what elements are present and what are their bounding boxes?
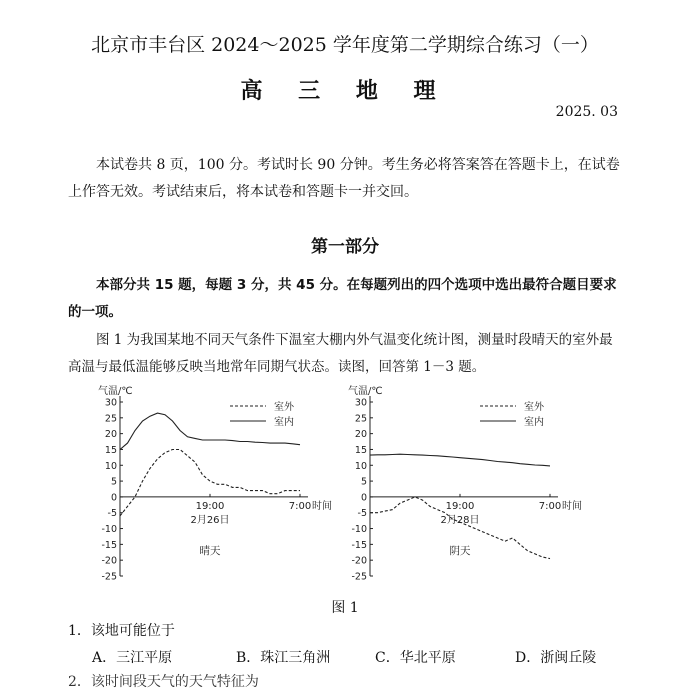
y-tick-label: 10: [104, 460, 117, 472]
legend-label: 室内: [524, 417, 544, 428]
y-tick-label: -15: [351, 539, 367, 551]
y-tick-label: 30: [104, 397, 117, 409]
y-tick-label: -20: [101, 555, 117, 567]
figure-1: [90, 384, 610, 594]
y-tick-label: -5: [107, 508, 117, 520]
x-axis-label: 时间: [312, 500, 332, 512]
question-2-stem-partial: 2．该时间段天气的天气特征为: [68, 674, 259, 690]
x-axis-label: 时间: [562, 500, 582, 512]
y-tick-label: -10: [101, 524, 117, 536]
y-tick-label: 0: [110, 492, 117, 504]
x-tick-label: 19:00: [195, 500, 225, 512]
y-tick-label: 10: [354, 460, 367, 472]
exam-intro: 本试卷共 8 页，100 分。考试时长 90 分钟。考生务必将答案答在答题卡上，在试卷上作答无效。考试结束后，将本试卷和答题卡一并交回。: [68, 157, 620, 200]
y-axis-label: 气温/℃: [348, 386, 383, 397]
question-1-stem: 1．该地可能位于: [68, 623, 175, 639]
question-1-option-a[interactable]: A．三江平原: [92, 650, 173, 666]
y-tick-label: -5: [357, 508, 367, 520]
y-tick-label: -20: [351, 555, 367, 567]
weather-label: 阴天: [449, 544, 471, 557]
y-tick-label: 25: [104, 413, 117, 425]
y-tick-label: 20: [354, 429, 367, 441]
legend-label: 室外: [524, 402, 544, 413]
question-1-option-c[interactable]: C．华北平原: [375, 650, 456, 666]
weather-label: 晴天: [199, 544, 221, 557]
date-label: 2月26日: [190, 514, 230, 526]
figure-caption: 图 1: [331, 600, 359, 616]
part-title: 第一部分: [311, 237, 379, 257]
legend-label: 室外: [274, 402, 294, 413]
y-tick-label: 15: [354, 444, 367, 456]
y-tick-label: 5: [360, 476, 367, 488]
y-tick-label: 0: [360, 492, 367, 504]
chart-2: [348, 385, 582, 583]
chart-1: [98, 385, 332, 583]
subject-title: 高 三 地 理: [240, 79, 450, 104]
y-tick-label: 25: [354, 413, 367, 425]
y-tick-label: -10: [351, 524, 367, 536]
question-1-option-d[interactable]: D．浙闽丘陵: [515, 650, 597, 666]
y-tick-label: 15: [104, 444, 117, 456]
y-tick-label: -25: [101, 571, 117, 583]
legend-label: 室内: [274, 417, 294, 428]
figure-intro: 图 1 为我国某地不同天气条件下温室大棚内外气温变化统计图，测量时段晴天的室外最高温与最低温能够反映当地常年同期气状态。读图，回答第 1－3 题。: [68, 332, 613, 375]
date-label: 2月28日: [440, 514, 480, 526]
exam-title: 北京市丰台区 2024～2025 学年度第二学期综合练习（一）: [91, 34, 599, 56]
x-tick-label: 19:00: [445, 500, 475, 512]
x-tick-label: 7:00: [538, 500, 562, 512]
exam-date: 2025. 03: [555, 104, 618, 120]
part-instructions: 本部分共 15 题，每题 3 分，共 45 分。在每题列出的四个选项中选出最符合题目要求的一项。: [68, 277, 617, 320]
x-tick-label: 7:00: [288, 500, 312, 512]
y-tick-label: 30: [354, 397, 367, 409]
series-line-室内: [120, 413, 300, 449]
y-tick-label: -15: [101, 539, 117, 551]
y-tick-label: 20: [104, 429, 117, 441]
y-tick-label: -25: [351, 571, 367, 583]
question-1-option-b[interactable]: B．珠江三角洲: [236, 650, 331, 666]
y-axis-label: 气温/℃: [98, 386, 133, 397]
series-line-室内: [370, 454, 550, 466]
y-tick-label: 5: [110, 476, 117, 488]
